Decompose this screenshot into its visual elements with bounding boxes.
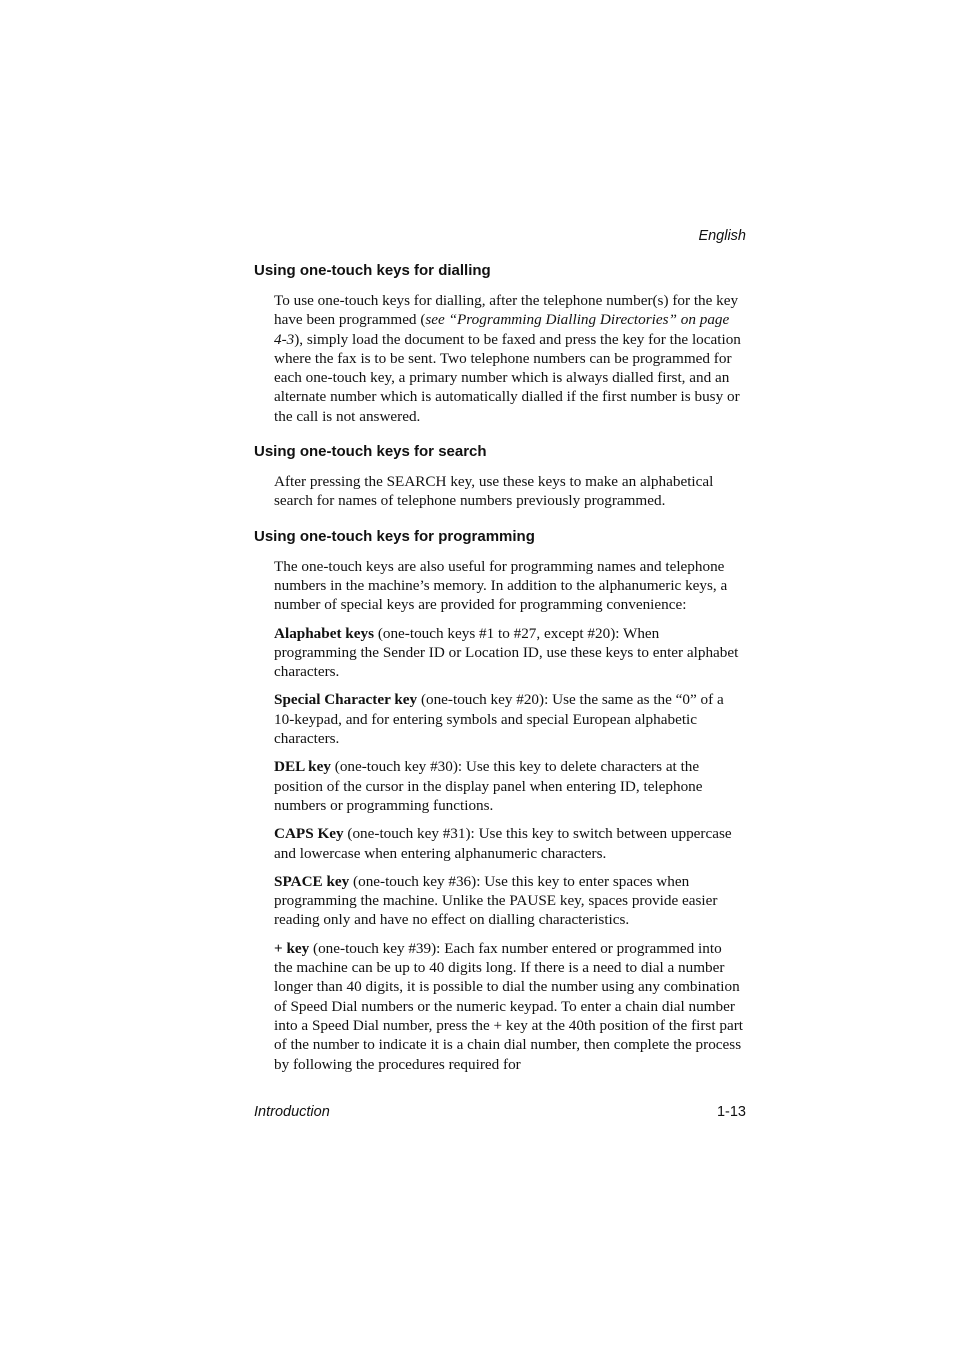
body-paragraph: The one-touch keys are also useful for programming names and telephone numbers in the machine’s memory. In addition to the alphanumeric keys, a number of special keys are provided for programming convenience: xyxy=(274,557,728,614)
key-description xyxy=(274,624,744,682)
key-desc: (one-touch key #31): Use this key to switch between uppercase and lowercase when entering alphanumeric characters. xyxy=(274,825,732,862)
section-title: Using one-touch keys for programming xyxy=(254,527,535,545)
page-content xyxy=(254,261,754,1090)
key-description xyxy=(274,872,744,930)
text-run: To use one-touch keys for dialling, after the telephone number(s) for the key have been programmed ( xyxy=(274,292,739,329)
key-description xyxy=(274,690,744,748)
section-title: Using one-touch keys for dialling xyxy=(254,262,491,279)
key-term: + key xyxy=(274,939,310,957)
section-search xyxy=(254,442,754,511)
text-run: ), simply load the document to be faxed and press the key for the location where the fax is to be sent. Two telephone numbers can be programmed for each one-touch key, a primary number which is always dialled first, and an alternate number which is automatically dialled if the first number is busy or the call is not answered. xyxy=(274,330,741,425)
body-paragraph xyxy=(274,291,744,426)
page-footer xyxy=(254,1104,746,1120)
section-dialling xyxy=(254,261,754,426)
key-term: SPACE key xyxy=(274,872,350,890)
key-description xyxy=(274,939,744,1074)
key-description xyxy=(274,824,744,863)
key-desc: (one-touch key #30): Use this key to delete characters at the position of the cursor in the display panel when entering ID, telephone numbers or programming functions. xyxy=(274,758,703,814)
footer-chapter: Introduction xyxy=(254,1104,330,1120)
key-description xyxy=(274,757,744,815)
key-term: CAPS Key xyxy=(274,825,344,843)
page-number: 1-13 xyxy=(716,1104,746,1120)
section-title: Using one-touch keys for search xyxy=(254,443,487,461)
key-desc: (one-touch key #39): Each fax number entered or programmed into the machine can be up to 40 digits long. If there is a need to dial a number longer than 40 digits, it is possible to dial the number using any combination of Speed Dial numbers or the numeric keypad. To enter a chain dial number into a Speed Dial number, press the + key at the 40th position of the first part of the number to indicate it is a chain dial number, then complete the process by following the procedures required for xyxy=(274,939,743,1073)
key-term: DEL key xyxy=(274,758,331,776)
key-desc: (one-touch key #36): Use this key to enter spaces when programming the machine. Unlike the PAUSE key, spaces provide easier reading only and have no effect on dialling characteristics. xyxy=(274,872,718,929)
cross-reference: see “Programming Dialling Directories” on page 4-3 xyxy=(274,311,730,348)
body-paragraph: After pressing the SEARCH key, use these keys to make an alphabetical search for names of telephone numbers previously programmed. xyxy=(274,473,714,510)
key-term: Alaphabet keys xyxy=(274,624,375,642)
key-desc: (one-touch keys #1 to #27, except #20): When programming the Sender ID or Location ID, use these keys to enter alphabet characters. xyxy=(274,624,739,681)
key-desc: (one-touch key #20): Use the same as the “0” of a 10-keypad, and for entering symbols and special European alphabetic characters. xyxy=(274,691,724,748)
section-programming xyxy=(254,527,754,1074)
header-language: English xyxy=(698,228,746,244)
key-term: Special Character key xyxy=(274,691,418,709)
